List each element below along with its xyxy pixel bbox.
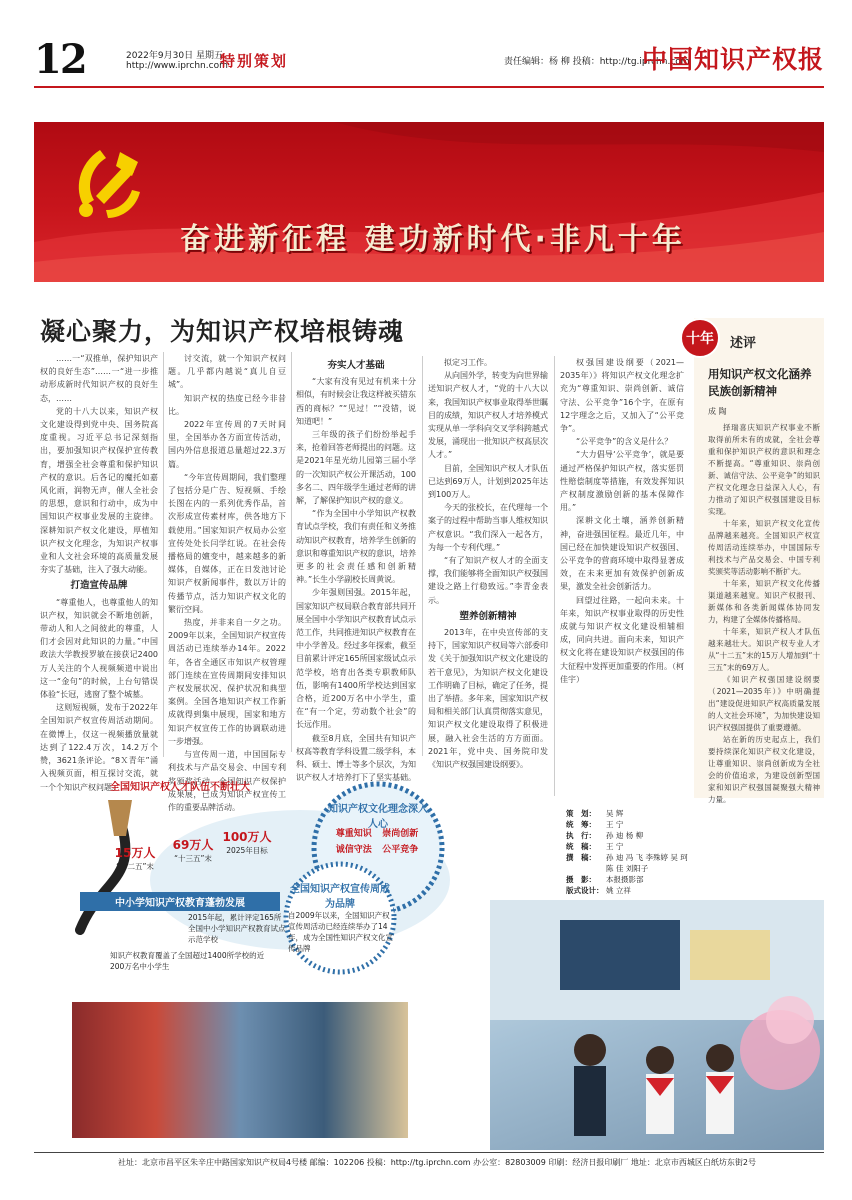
school-coverage-text: 知识产权教育覆盖了全国超过1400所学校的近200万名中小学生 <box>110 951 265 971</box>
week-stat-text: 自2009年以来，全国知识产权宣传周活动已经连续举办了14年，成为全国性知识产权文化宣传品牌 <box>288 911 393 953</box>
column-divider <box>422 356 423 756</box>
stat-value: 15万人 <box>114 846 156 860</box>
page-number: 12 <box>34 36 86 83</box>
commentary-author: 成 陶 <box>708 407 727 416</box>
article-column-4 <box>428 356 548 770</box>
credit-role: 版式设计： <box>566 886 604 895</box>
decade-badge: 十年 <box>680 318 720 358</box>
credit-row <box>566 874 688 885</box>
paragraph: 三年级的孩子们纷纷举起手来，抢着回答老师提出的问题。这是2021年星光幼儿园第三届小学的一次知识产权公开课活动，100多名二、四年级学生通过老师的讲解，了解保护知识产权的意义。 <box>296 430 416 506</box>
commentary-label: 述评 <box>730 336 757 351</box>
credit-role: 执 行： <box>566 831 596 840</box>
paragraph: “大家有没有见过有机来十分相似，有时候会让我这样被买错东西的商标？”“见过！”“没错，说知道吧！” <box>296 377 416 426</box>
paragraph: “作为全国中小学知识产权教育试点学校，我们有责任和义务推动知识产权教育，培养学生创新的意识和尊重知识产权的意识，培养更多的社会责任感和创新精神。”长生小学副校长周黄说。 <box>296 509 416 585</box>
paragraph: 少年强则国强。2015年起，国家知识产权局联合教育部共同开展全国中小学知识产权教育试点示范工作，共同推进知识产权教育在中小学普及。经过多年探索，截至目前累计评定165所国家级试点示范学校，培育出各类专职教师队伍，影响有1400所学校达到国家合格，近200万名中小学生，重在“有一个定，劳动数个社会”的长远作用。 <box>296 588 416 730</box>
credit-role: 统 稿： <box>566 842 596 851</box>
commentary-body <box>708 422 820 806</box>
credit-row <box>566 841 688 852</box>
stat-value: 100万人 <box>222 830 272 844</box>
section-subhead: 夯实人才基础 <box>327 360 385 371</box>
paragraph: 十年来，知识产权文化宣传品牌越来越亮。全国知识产权宣传周活动连续举办，中国国际专利技术与产品交易会、中国专利奖颁奖等活动影响不断扩大。 <box>708 519 820 576</box>
paragraph: 拟定习工作。 <box>444 358 492 367</box>
feature-banner <box>34 122 824 282</box>
section-name: 特别策划 <box>220 52 289 70</box>
photo-collage <box>70 1000 410 1140</box>
credit-names: 本报摄影部 <box>606 875 644 884</box>
credit-role: 撰 稿： <box>566 853 596 862</box>
paragraph: 《知识产权强国建设纲要（2021—2035年）》中明确提出“建设促进知识产权高质量发展的人文社会环境”，为加快建设知识产权强国提供了重要遵循。 <box>708 675 820 732</box>
stat-label: 2025年目标 <box>226 846 268 855</box>
school-stat-text: 2015年起，累计评定165所全国中小学知识产权教育试点示范学校 <box>188 913 286 944</box>
credit-row <box>566 830 688 841</box>
paragraph: “有了知识产权人才的全面支撑，我们能够将全面知识产权强国建设之路上行稳致远。”李青金表示。 <box>428 556 548 605</box>
masthead <box>34 38 824 82</box>
commentary-title: 用知识产权文化涵养民族创新精神 <box>708 367 812 398</box>
paragraph: 深耕文化土壤，涵养创新精神，奋进强国征程。最近几年，中国已经在加快建设知识产权强国、公平竞争的营商环境中取得显著成效，在未来更加有效保护创新成果，激发全社会创新活力。 <box>560 516 684 592</box>
stat-label: “十三五”末 <box>174 854 212 863</box>
paragraph: 2022年宣传周的7天时间里，全国举办各方面宣传活动，国内外信息报道总量超过22.3万篇。 <box>168 420 286 469</box>
credit-names: 姚 立祥 <box>606 886 631 895</box>
column-divider <box>291 352 292 752</box>
paragraph: 2013年，在中央宣传部的支持下，国家知识产权局等六部委印发《关于加强知识产权文化建设的若干意见》，为知识产权文化建设工作明确了目标，确定了任务，提出了举措。多年来，国家知识产权局和相关部门认真贯彻落实意见，知识产权文化建设取得了积极进展，融入社会生活的方方面面。2021年，党中央、国务院印发《知识产权强国建设纲要》。 <box>428 628 548 770</box>
school-infographic-title: 中小学知识产权教育蓬勃发展 <box>80 892 280 911</box>
paragraph: 今天的张校长，在代理每一个案子的过程中帮助当事人维权知识产权意识。“我们深入一起各方，为每一个专利代理。” <box>428 503 548 552</box>
talent-stat <box>212 828 282 856</box>
article-column-5 <box>560 356 684 801</box>
classroom-photo <box>490 900 824 1150</box>
party-emblem-icon <box>56 134 156 234</box>
paragraph: 与宣传周一道，中国国际专利技术与产品交易会、中国专利奖颁奖活动、全国知识产权保护成果展，已成为知识产权宣传工作的重要品牌活动。 <box>168 750 286 812</box>
paragraph: 从向国外学，转变为向世界输送知识产权人才，“党的十八大以来，我国知识产权事业取得举世瞩目的成绩，知识产权人才培养模式实现从单一学科向交叉学科跨越式发展，涌现出一批知识产权高层次人才。” <box>428 371 548 460</box>
paragraph: 十年来，知识产权人才队伍越来越壮大。知识产权专业人才从“十二五”末的15万人增加到“十三五”末的69万人。 <box>708 627 820 672</box>
column-divider <box>554 356 555 796</box>
article-headline: 凝心聚力，为知识产权培根铸魂 <box>40 317 405 346</box>
classroom-photo-illustration <box>490 900 824 1150</box>
week-infographic-title: 全国知识产权宣传周成为品牌 <box>290 884 390 910</box>
concept-item: 公平竞争 <box>382 845 419 855</box>
concept-grid <box>332 826 422 855</box>
section-subhead: 塑养创新精神 <box>459 610 517 622</box>
credit-row <box>566 885 688 896</box>
publication-date: 2022年9月30日 星期五 <box>126 51 223 61</box>
credit-names: 吴 辉 <box>606 809 624 818</box>
paragraph: “大力倡导‘公平竞争’，就是要通过严格保护知识产权，落实惩罚性赔偿制度等措施，有效发挥知识产权制度激励创新的基本保障作用。” <box>560 450 684 513</box>
website-url[interactable]: http://www.iprchn.com <box>126 61 228 71</box>
paragraph: 权强国建设纲要（2021—2035年）》将知识产权文化理念扩充为“尊重知识、崇尚创新、诚信守法、公平竞争”16个字，在原有12字理念之后，又加入了“公平竞争”。 <box>560 358 684 434</box>
paragraph: 十年来，知识产权文化传播渠道越来越宽。知识产权报刊、新媒体和各类新闻媒体协同发力，构建了全媒体传播格局。 <box>708 579 820 624</box>
footer-rule <box>34 1152 824 1153</box>
credit-row <box>566 819 688 830</box>
credit-names: 王 宁 <box>606 842 624 851</box>
paragraph: 知识产权的热度已经今非昔比。 <box>168 393 286 416</box>
paragraph: “今年宣传周期间，我们整理了包括分是广告、短视频、手绘长图在内的一系列优秀作品，首次形成宣传素材库，供各地方下载使用。”国家知识产权局办公室宣传处处长闫学红说。在社会传播格局的嬗变中，越来越多的新媒体，自媒体，正在日发池讨论知识产权新闻事件，数以万计的传播节点，活力知识产权文化的繁衍空间。 <box>168 472 286 614</box>
masthead-rule <box>34 86 824 88</box>
paragraph: “公平竞争”的含义是什么？ <box>576 437 673 447</box>
credits-box <box>566 808 688 896</box>
paragraph: 热度，并非来自一夕之功。2009年以来，全国知识产权宣传周活动已连续举办14年。2022年，各省全通区市知识产权管理部门连续在宣传周期间安排知识产权发展状况、保护状况和典型案例。全国各地知识产权工作新成就得到集中展现，国家和地方知识产权宣传工作的协调联动进一步增强。 <box>168 618 286 746</box>
concept-item: 崇尚创新 <box>382 829 419 839</box>
paragraph: ……一“双推单，保护知识产权的良好生态”……一“进一步推动形成新时代知识产权的良好生态，…… <box>40 354 158 403</box>
concept-item: 尊重知识 <box>335 829 372 839</box>
paragraph: 这则短视频，发布于2022年全国知识产权宣传周活动期间。在微博上，仅这一视频播放量就达到了122.4万次，14.2万个赞，3621条评论。“8Ｘ青年”涌入视频页面，相互探讨交流，就一个个知识产权问题。 <box>40 703 158 792</box>
stat-label: “十二五”末 <box>116 862 154 871</box>
paragraph: 讨交流，就一个知识产权问题。几乎都内越说“真儿自豆城”。 <box>168 354 286 390</box>
paragraph: 目前，全国知识产权人才队伍已达到69万人，计划到2025年达到100万人。 <box>428 463 548 500</box>
credit-row <box>566 808 688 819</box>
credit-names: 王 宁 <box>606 820 624 829</box>
talent-infographic-title: 全国知识产权人才队伍不断壮大 <box>110 782 250 793</box>
credit-names: 孙 迪 杨 柳 <box>606 831 644 840</box>
paragraph: “尊重他人，也尊重他人的知识产权，知识就会不断地创新，带动人和人之间彼此的尊重，人们才会因对此知识的力量。”中国政法大学教授罗敏在接获记2400万人关注的个人视频频道中说出这一“金句”的时候，上台句错误体验“长冠，逃窗了整个城墓。 <box>40 597 158 700</box>
newspaper-logo: 中国知识产权报 <box>641 45 824 74</box>
credit-role: 统 筹： <box>566 820 596 829</box>
paragraph: 回望过往路，一起向未来。十年来，知识产权事业取得的历史性成就与知识产权文化建设相辅相成，同向共进。面向未来，知识产权文化将在建设知识产权强国的伟大征程中发挥更加重要的作用。（柯佳宇） <box>560 595 684 684</box>
commentary-tag <box>686 318 824 356</box>
paragraph: 择瑞喜庆知识产权事业不断取得前所未有的成就，全社会尊重和保护知识产权的意识和理念不断提高。“尊重知识、崇尚创新、诚信守法、公平竞争”的知识产权文化理念日益深入人心，有力推动了知识产权强国建设目标实现。 <box>708 423 820 516</box>
page-footer: 社址：北京市昌平区朱辛庄中路国家知识产权局4号楼 邮编：102206 投稿：http://tg.iprchn.com 办公室：82803009 印刷：经济日报印刷厂 地址：北京市西城区白纸坊东街2号 <box>118 1158 756 1167</box>
paragraph: 党的十八大以来，知识产权文化建设得到党中央、国务院高度重视。习近平总书记深刻指出，要加强知识产权保护宣传教育，增强全社会尊重和保护知识产权的意识。后各记的魔托如嘉风化雨，润物无声，催人全社会的思想，意识和行动中，成为中国知识产权事业发展的主旋律。深耕知识产权文化建设，厚植知识产权文化理念，为知识产权事业和人文社会环境的高质量发展夯实了基础，注入了强大动能。 <box>40 406 158 575</box>
editor-line: 责任编辑：杨 柳 投稿：http://tg.iprchn.com <box>504 57 690 67</box>
credit-role: 摄 影： <box>566 875 596 884</box>
concept-item: 诚信守法 <box>335 845 372 855</box>
commentary-sidebar <box>686 318 824 804</box>
credit-names: 孙 迪 冯 飞 李殊婷 吴 珂 陈 佳 刘阳子 <box>606 853 688 873</box>
paragraph: 站在新的历史起点上，我们要持续深化知识产权文化建设，让尊重知识、崇尚创新成为全社会的价值追求，为建设创新型国家和知识产权强国凝聚强大精神力量。 <box>708 735 820 804</box>
concept-infographic-title: 知识产权文化理念深入人心 <box>328 804 428 830</box>
infographic-panel <box>40 760 435 1150</box>
article-column-1 <box>40 352 158 792</box>
credit-role: 策 划： <box>566 809 596 818</box>
credit-row <box>566 852 688 874</box>
article-column-3 <box>296 356 416 783</box>
paragraph: 截至8月底，全国共有知识产权高等教育学科设置二级学科，本科、硕士、博士等多个层次，为知识产权人才培养打下了坚实基础。 <box>296 733 416 783</box>
column-divider <box>163 352 164 757</box>
stat-value: 69万人 <box>172 838 214 852</box>
section-subhead: 打造宣传品牌 <box>70 580 128 592</box>
banner-title: 奋进新征程 建功新时代·非凡十年 <box>180 222 686 257</box>
